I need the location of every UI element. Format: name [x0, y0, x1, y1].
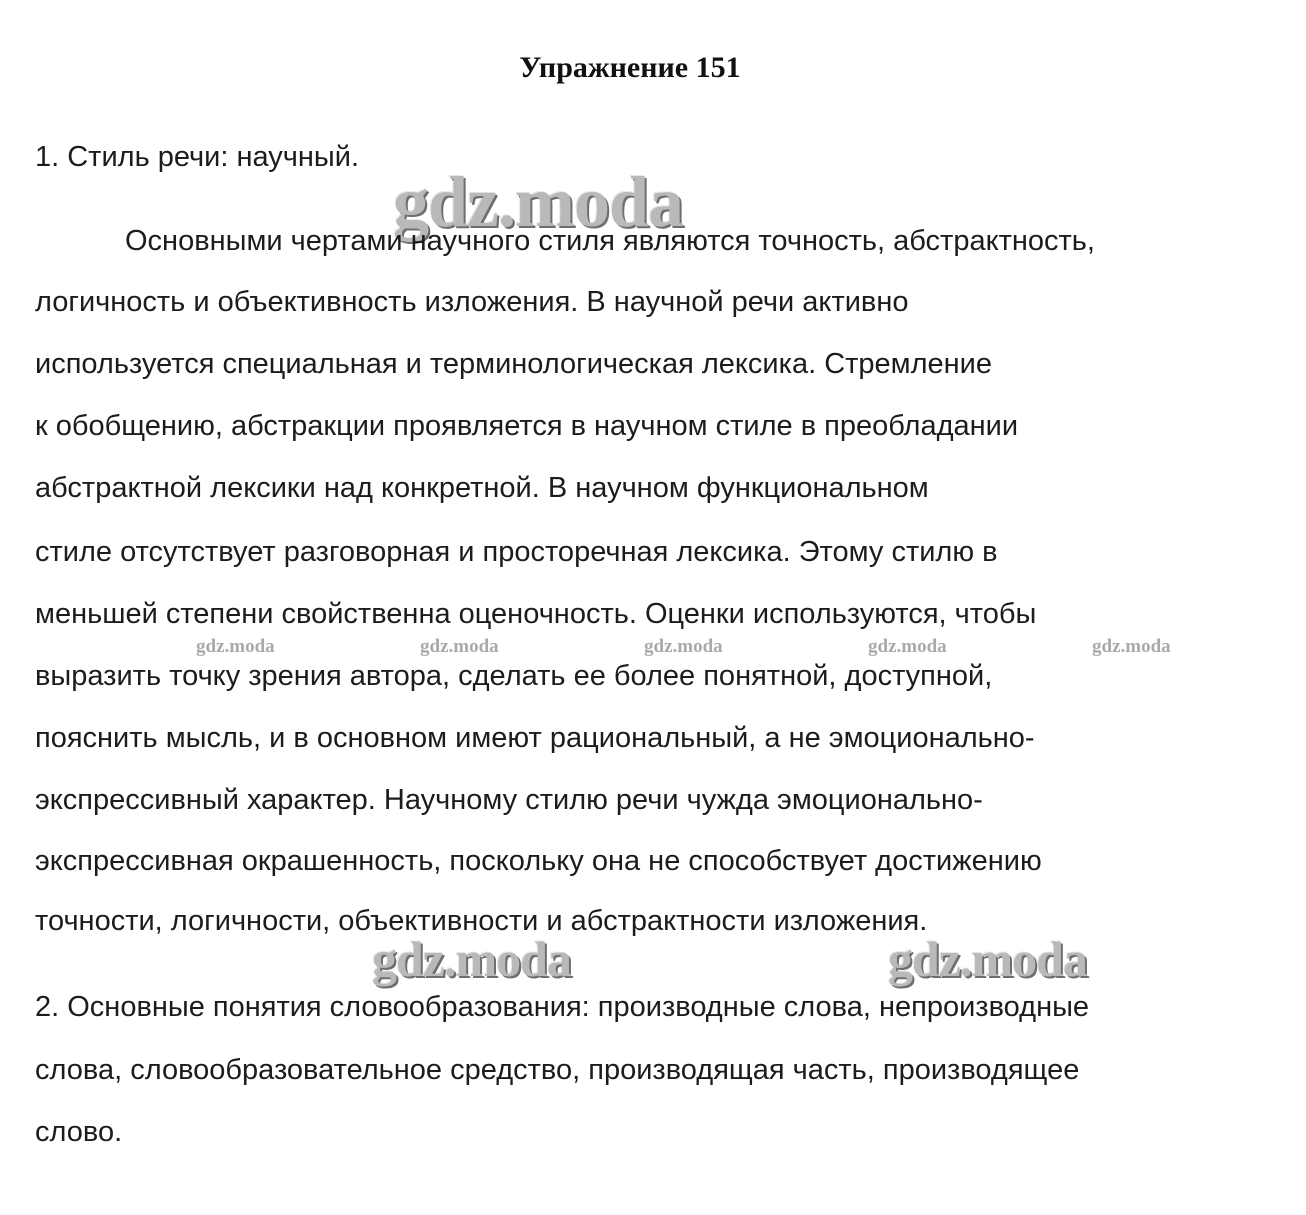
paragraph-line: экспрессивный характер. Научному стилю речи чужда эмоционально- — [35, 784, 983, 816]
watermark-logo: gdz.moda — [888, 931, 1087, 987]
paragraph-line: экспрессивная окрашенность, поскольку она не способствует достижению — [35, 845, 1042, 877]
item2-line: слова, словообразовательное средство, производящая часть, производящее — [35, 1054, 1080, 1086]
item2-line: слово. — [35, 1116, 123, 1148]
watermark-small: gdz.moda — [420, 636, 499, 657]
paragraph-line: выразить точку зрения автора, сделать ее более понятной, доступной, — [35, 660, 993, 692]
watermark-small: gdz.moda — [868, 636, 947, 657]
paragraph-line: меньшей степени свойственна оценочность. Оценки используются, чтобы — [35, 598, 1037, 630]
watermark-logo: gdz.moda — [393, 162, 684, 242]
exercise-title: Упражнение 151 — [519, 51, 741, 84]
paragraph-line: к обобщению, абстракции проявляется в научном стиле в преобладании — [35, 410, 1019, 442]
item1-heading: 1. Стиль речи: научный. — [35, 141, 360, 173]
watermark-logo: gdz.moda — [372, 931, 571, 987]
watermark-small: gdz.moda — [196, 636, 275, 657]
watermark-small: gdz.moda — [644, 636, 723, 657]
paragraph-line: используется специальная и терминологическая лексика. Стремление — [35, 348, 993, 380]
paragraph-line: абстрактной лексики над конкретной. В научном функциональном — [35, 472, 929, 504]
paragraph-line: стиле отсутствует разговорная и просторечная лексика. Этому стилю в — [35, 536, 998, 568]
watermark-small: gdz.moda — [1092, 636, 1171, 657]
paragraph-line: Основными чертами научного стиля являются точность, абстрактность, — [125, 225, 1095, 257]
paragraph-line: логичность и объективность изложения. В научной речи активно — [35, 286, 909, 318]
paragraph-line: пояснить мысль, и в основном имеют рациональный, а не эмоционально- — [35, 722, 1035, 754]
paragraph-line: точности, логичности, объективности и абстрактности изложения. — [35, 905, 928, 937]
item2-line: 2. Основные понятия словообразования: производные слова, непроизводные — [35, 991, 1090, 1023]
